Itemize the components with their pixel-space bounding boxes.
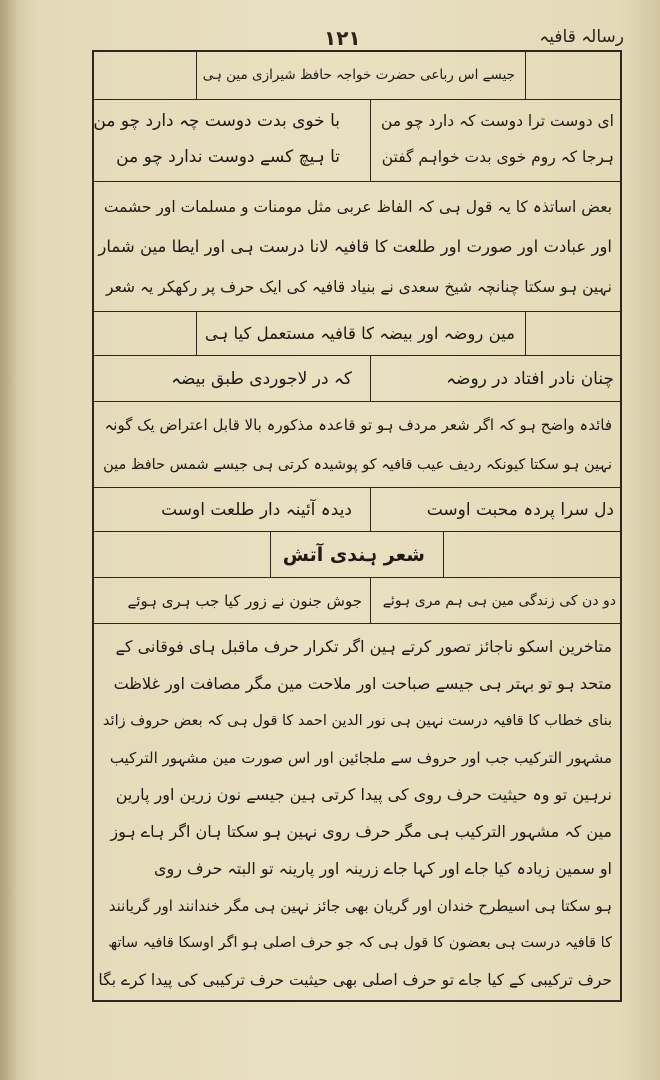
paragraph-2-line: فائدہ واضح ہو کہ اگر شعر مردف ہو تو قاعدہ مذکورہ بالا قابل اعتراض یک گونہ xyxy=(104,416,612,434)
paragraph-3-line: متاخرین اسکو ناجائز تصور کرتے ہین اگر تکرار حرف ماقبل ہای فوقانی کے xyxy=(115,637,612,656)
couplet-3-row xyxy=(94,488,620,532)
paragraph-3-line: او سمین زیادہ کیا جاے اور کہا جاے زرینہ اور پارینہ تو البتہ حرف روی xyxy=(153,859,612,878)
couplet-1-left-line-2: تا ہیچ کسے دوست ندارد چو من xyxy=(116,147,340,167)
couplet-2-right-cell xyxy=(370,356,620,401)
subheading-row xyxy=(94,532,620,578)
paragraph-3-line: نرہین تو وہ حیثیت حرف روی کی پیدا کرتی ہین جیسے نون زرین اور پارین xyxy=(115,785,612,804)
couplet-1-row xyxy=(94,100,620,182)
verse-intro-text: مین روضہ اور بیضہ کا قافیہ مستعمل کیا ہی xyxy=(204,324,515,343)
intro-box xyxy=(196,52,526,99)
paragraph-1-line: بعض اساتذہ کا یہ قول ہی کہ الفاظ عربی مثل مومنات و مسلمات اور حشمت xyxy=(103,198,612,216)
couplet-4-row xyxy=(94,578,620,624)
paragraph-2-line: نہین ہو سکتا کیونکہ ردیف عیب قافیہ کو پوشیدہ کرتی ہی جیسے شمس حافظ مین xyxy=(103,457,612,473)
couplet-2-right-text: چنان نادر افتاد در روضہ xyxy=(446,369,614,389)
couplet-3-right-text: دل سرا پردہ محبت اوست xyxy=(426,500,614,520)
paragraph-3-line: حرف ترکیبی کے کیا جاے تو حرف اصلی بھی حیثیت حرف ترکیبی کی پیدا کرے بگا xyxy=(98,971,612,989)
subheading-text: شعر ہندی آتش xyxy=(282,544,425,566)
verse-intro-box xyxy=(196,312,526,355)
paragraph-3-line: کا قافیہ درست ہی بعضون کا قول ہی کہ جو حرف اصلی ہو اگر اوسکا قافیہ ساتھ xyxy=(108,935,612,951)
paragraph-2 xyxy=(94,402,620,488)
verse-intro-row xyxy=(94,312,620,356)
couplet-4-right-cell xyxy=(370,578,620,623)
paragraph-3-line: بنای خطاب کا قافیہ درست نہین ہی نور الدین احمد کا قول ہی کہ بعض حروف زائد xyxy=(102,713,612,729)
couplet-1-left-cell xyxy=(94,100,370,181)
paragraph-1-line: اور عبادت اور صورت اور طلعت کا قافیہ لانا درست ہی اور ایطا مین شمار xyxy=(98,237,612,256)
subheading-box xyxy=(270,532,444,577)
paragraph-1-line: نہین ہو سکتا چنانچہ شیخ سعدی نے بنیاد قافیہ کی ایک حرف پر رکھکر یہ شعر xyxy=(106,278,612,296)
couplet-2-left-cell xyxy=(94,356,370,401)
ruled-text-frame xyxy=(92,50,622,1002)
running-title: رسالہ قافیہ xyxy=(539,27,624,47)
paragraph-3-line: مشہور الترکیب جب اور حروف سے ملجائین اور اس صورت مین مشہور الترکیب xyxy=(109,749,612,767)
example-intro-text: جیسے اس رباعی حضرت خواجہ حافظ شیرازی مین ہی xyxy=(202,67,515,83)
paragraph-3-line: مین کہ مشہور الترکیب ہی مگر حرف روی نہین ہو سکتا ہان اگر ہاے ہوز xyxy=(110,822,612,841)
couplet-2-left-text: کہ در لاجوردی طبق بیضہ xyxy=(171,369,352,389)
couplet-4-right-text: دو دن کی زندگی مین ہی ہم مری ہوئے xyxy=(382,593,616,609)
paragraph-3-line: ہو سکتا ہی اسیطرح خندان اور گریان بھی جائز نہین ہی مگر خندانند اور گریانند xyxy=(108,897,612,915)
couplet-1-right-line-2: ہرجا کہ روم خوی بدت خواہم گفتن xyxy=(381,148,614,166)
couplet-4-left-text: جوش جنون نے زور کیا جب ہری ہوئے xyxy=(127,592,362,610)
paragraph-1 xyxy=(94,182,620,312)
couplet-1-right-cell xyxy=(370,100,620,181)
paragraph-3 xyxy=(94,624,620,1000)
couplet-1-right-line-1: ای دوست ترا دوست کہ دارد چو من xyxy=(380,112,614,130)
couplet-3-left-cell xyxy=(94,488,370,531)
couplet-3-right-cell xyxy=(370,488,620,531)
page-header xyxy=(92,26,624,52)
couplet-1-left-line-1: با خوی بدت دوست چہ دارد چو من xyxy=(93,111,340,131)
couplet-3-left-text: دیدہ آئینہ دار طلعت اوست xyxy=(161,500,352,520)
paragraph-3-line: متحد ہو تو بہتر ہی جیسے صباحت اور ملاحت مین مگر مصافت اور غلاظت xyxy=(113,674,612,693)
couplet-4-left-cell xyxy=(94,578,370,623)
page-number: ۱۲۱ xyxy=(324,26,361,50)
couplet-2-row xyxy=(94,356,620,402)
example-intro-row xyxy=(94,52,620,100)
